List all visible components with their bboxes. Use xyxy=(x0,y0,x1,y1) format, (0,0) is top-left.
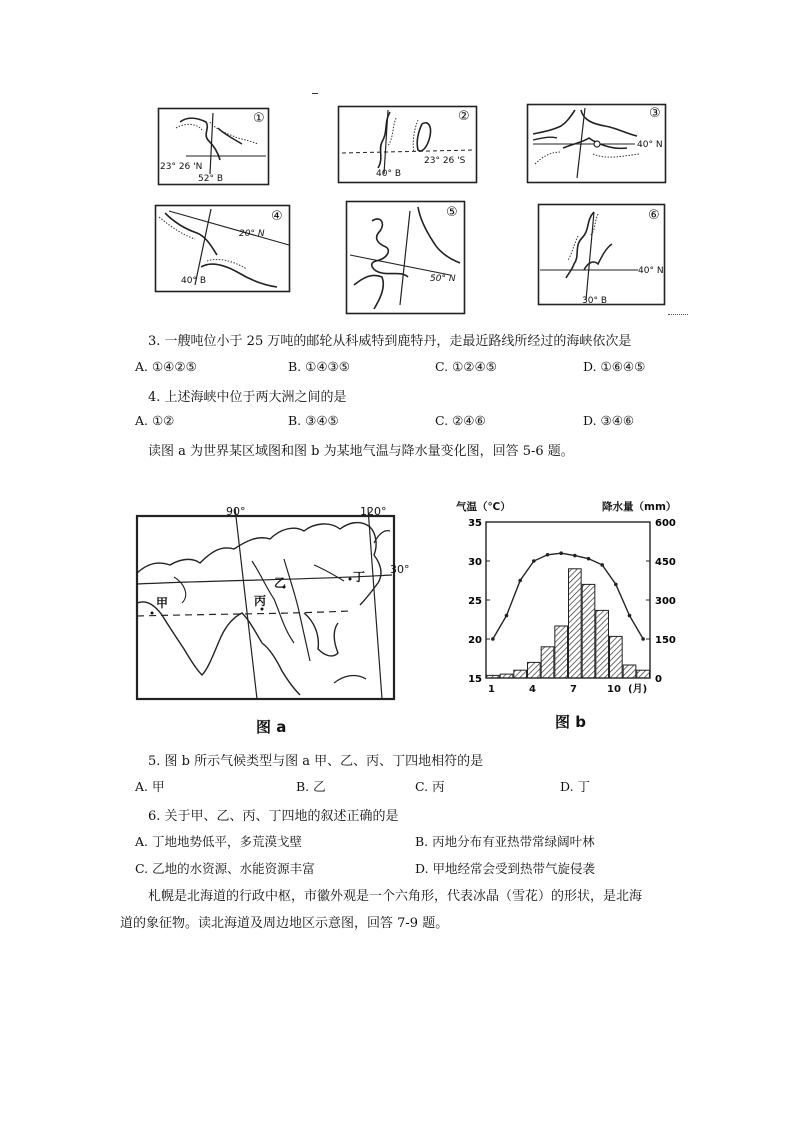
q3-option-a: A. ①④②⑤ xyxy=(135,359,197,374)
strait-3-num: ③ xyxy=(649,106,661,121)
intro-7-9-line2: 道的象征物。读北海道及周边地区示意图，回答 7-9 题。 xyxy=(120,916,449,931)
strait-2-lat: 23° 26 'S xyxy=(424,156,466,166)
strait-4-lat: 20° N xyxy=(239,229,265,239)
strait-1-lat: 23° 26 'N xyxy=(160,162,203,172)
chart-b xyxy=(452,496,696,702)
map-a xyxy=(134,503,410,707)
precip-bar-month-5 xyxy=(541,647,554,678)
place-yi: 乙 xyxy=(274,576,287,590)
intro-5-6: 读图 a 为世界某区域图和图 b 为某地气温与降水量变化图，回答 5-6 题。 xyxy=(148,444,574,459)
precip-bar-month-7 xyxy=(569,569,582,678)
precip-bar-month-4 xyxy=(528,662,541,678)
question-4: 4. 上述海峡中位于两大洲之间的是 xyxy=(148,390,347,405)
x-tick-1: 1 xyxy=(488,684,495,695)
q4-option-b: B. ③④⑤ xyxy=(288,413,339,428)
question-6: 6. 关于甲、乙、丙、丁四地的叙述正确的是 xyxy=(148,809,399,824)
q3-option-d: D. ①⑥④⑤ xyxy=(583,359,646,374)
strait-2-lon: 40° B xyxy=(376,169,401,179)
strait-5-num: ⑤ xyxy=(446,205,458,220)
question-3: 3. 一艘吨位小于 25 万吨的邮轮从科威特到鹿特丹，走最近路线所经过的海峡依次是 xyxy=(148,334,632,349)
q3-option-c: C. ①②④⑤ xyxy=(435,359,497,374)
strait-map-2 xyxy=(338,106,478,184)
q6-option-c: C. 乙地的水资源、水能资源丰富 xyxy=(135,861,315,876)
q5-option-a: A. 甲 xyxy=(135,779,165,794)
strait-1-lon: 52° B xyxy=(198,174,223,184)
place-bing: 丙 xyxy=(254,594,267,608)
stray-mark xyxy=(312,93,318,94)
strait-4-lon: 40° B xyxy=(181,276,206,286)
map-a-lon-90: 90° xyxy=(226,505,246,518)
temp-point-month-10 xyxy=(614,583,618,587)
strait-5-lat: 50° N xyxy=(430,274,456,284)
map-a-lat-30: 30° xyxy=(390,563,410,576)
intro-7-9-line1: 札幌是北海道的行政中枢，市徽外观是一个六角形，代表冰晶（雪花）的形状，是北海 xyxy=(148,889,643,904)
place-ding: 丁 xyxy=(353,570,366,584)
strait-6-num: ⑥ xyxy=(648,208,660,223)
precip-bar-month-8 xyxy=(582,584,595,678)
question-5: 5. 图 b 所示气候类型与图 a 甲、乙、丙、丁四地相符的是 xyxy=(148,754,484,769)
precip-bar-month-2 xyxy=(500,674,513,678)
strait-1-num: ① xyxy=(253,111,265,126)
q4-option-c: C. ②④⑥ xyxy=(435,413,486,428)
strait-map-5 xyxy=(346,201,466,315)
temp-point-month-6 xyxy=(559,551,563,555)
q5-option-d: D. 丁 xyxy=(560,779,591,794)
precip-bar-month-6 xyxy=(555,626,568,678)
q6-option-a: A. 丁地地势低平，多荒漠戈壁 xyxy=(135,834,302,849)
left-axis-title: 气温（℃） xyxy=(456,501,511,513)
left-tick-label: 15 xyxy=(468,674,482,685)
precip-bar-month-10 xyxy=(610,636,623,678)
strait-6-lat: 40° N xyxy=(638,266,664,276)
q4-option-a: A. ①② xyxy=(135,413,175,428)
q3-option-b: B. ①④③⑤ xyxy=(288,359,350,374)
left-tick-label: 30 xyxy=(468,557,482,568)
strait-map-1 xyxy=(158,108,270,186)
q6-option-d: D. 甲地经常会受到热带气旋侵袭 xyxy=(415,861,596,876)
temp-point-month-2 xyxy=(505,614,509,618)
temp-point-month-5 xyxy=(546,553,550,557)
right-tick-label: 300 xyxy=(655,596,676,607)
map-a-lon-120: 120° xyxy=(360,505,387,518)
strait-map-6 xyxy=(538,204,666,306)
left-tick-label: 35 xyxy=(468,518,482,529)
temp-point-month-11 xyxy=(628,614,632,618)
q6-option-b: B. 丙地分布有亚热带常绿阔叶林 xyxy=(415,834,595,849)
right-tick-label: 450 xyxy=(655,557,676,568)
x-tick-unit: (月) xyxy=(628,684,648,695)
caption-a: 图 a xyxy=(256,718,287,736)
place-jia: 甲 xyxy=(156,596,169,610)
q4-option-d: D. ③④⑥ xyxy=(583,413,635,428)
x-tick-10: 10 xyxy=(607,684,621,695)
temp-point-month-4 xyxy=(532,559,536,563)
x-tick-7: 7 xyxy=(570,684,577,695)
precip-bar-month-11 xyxy=(623,665,636,678)
temp-point-month-12 xyxy=(641,637,645,641)
strait-3-lat: 40° N xyxy=(637,140,663,150)
temp-point-month-9 xyxy=(600,563,604,567)
q5-option-c: C. 丙 xyxy=(415,779,445,794)
dotted-artifact xyxy=(668,314,688,315)
strait-map-4 xyxy=(155,205,291,293)
right-tick-label: 150 xyxy=(655,635,676,646)
precip-bar-month-3 xyxy=(514,670,527,678)
strait-4-num: ④ xyxy=(271,209,283,224)
x-tick-4: 4 xyxy=(529,684,536,695)
temp-point-month-3 xyxy=(518,579,522,583)
caption-b: 图 b xyxy=(555,713,586,731)
temp-point-month-1 xyxy=(491,637,495,641)
strait-map-3 xyxy=(527,104,667,184)
right-tick-label: 600 xyxy=(655,518,676,529)
precip-bar-month-12 xyxy=(637,670,650,678)
precip-bar-month-9 xyxy=(596,610,609,678)
right-tick-label: 0 xyxy=(655,674,662,685)
temp-point-month-7 xyxy=(573,554,577,558)
q5-option-b: B. 乙 xyxy=(296,779,326,794)
right-axis-title: 降水量（mm） xyxy=(602,501,677,513)
left-tick-label: 25 xyxy=(468,596,482,607)
left-tick-label: 20 xyxy=(468,635,482,646)
temp-point-month-8 xyxy=(587,557,591,561)
strait-2-num: ② xyxy=(458,109,470,124)
strait-6-lon: 30° B xyxy=(582,296,607,306)
